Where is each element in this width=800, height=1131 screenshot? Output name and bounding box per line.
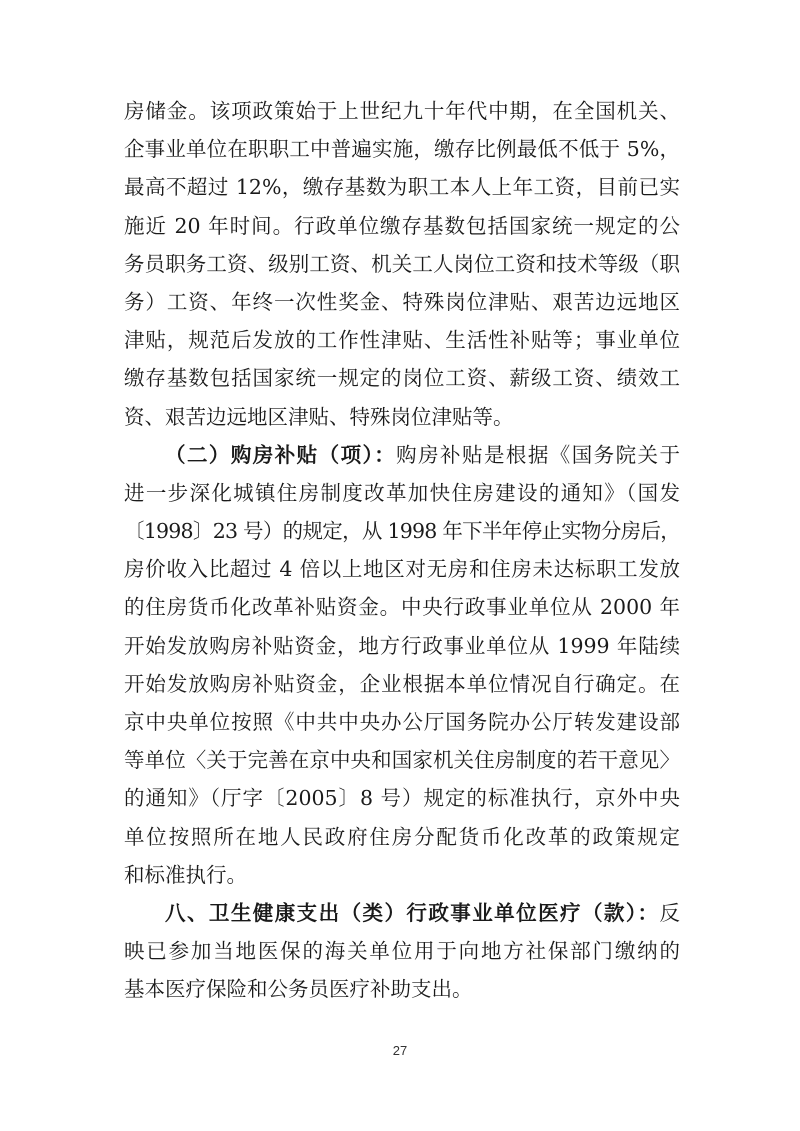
text-line: 开始发放购房补贴资金，企业根据本单位情况自行确定。在	[124, 671, 680, 696]
text-line: 的通知》（厅字〔2005〕8 号）规定的标准执行，京外中央	[124, 786, 680, 811]
text-line: 企事业单位在职职工中普遍实施，缴存比例最低不低于 5%，	[124, 137, 680, 162]
text-line: 务员职务工资、级别工资、机关工人岗位工资和技术等级（职	[124, 251, 680, 276]
text-line: 映已参加当地医保的海关单位用于向地方社保部门缴纳的	[124, 939, 680, 964]
text-line: 务）工资、年终一次性奖金、特殊岗位津贴、艰苦边远地区	[124, 289, 680, 314]
text-line: 津贴，规范后发放的工作性津贴、生活性补贴等；事业单位	[124, 328, 680, 353]
text-line: 房价收入比超过 4 倍以上地区对无房和住房未达标职工发放	[124, 557, 680, 582]
text-line: 和标准执行。	[124, 862, 247, 887]
body-text	[124, 92, 680, 1009]
section-heading: （二）购房补贴（项）：	[165, 442, 397, 467]
section-heading: 八、卫生健康支出（类）行政事业单位医疗（款）：	[165, 900, 660, 925]
text-run: 反	[659, 900, 680, 925]
text-line: 施近 20 年时间。行政单位缴存基数包括国家统一规定的公	[124, 213, 680, 238]
text-line: 最高不超过 12%，缴存基数为职工本人上年工资，目前已实	[124, 175, 680, 200]
text-line	[124, 894, 680, 932]
text-line: 资、艰苦边远地区津贴、特殊岗位津贴等。	[124, 404, 514, 429]
paragraph-housing-subsidy	[124, 436, 680, 894]
text-line: 等单位〈关于完善在京中央和国家机关住房制度的若干意见〉	[124, 748, 680, 773]
text-run: 购房补贴是根据《国务院关于	[396, 442, 681, 467]
text-line: 开始发放购房补贴资金，地方行政事业单位从 1999 年陆续	[124, 633, 680, 658]
text-line: 缴存基数包括国家统一规定的岗位工资、薪级工资、绩效工	[124, 366, 680, 391]
paragraph-housing-fund	[124, 92, 680, 436]
text-line: 单位按照所在地人民政府住房分配货币化改革的政策规定	[124, 824, 680, 849]
text-line: 〔1998〕23 号）的规定，从 1998 年下半年停止实物分房后，	[124, 519, 680, 544]
text-line: 的住房货币化改革补贴资金。中央行政事业单位从 2000 年	[124, 595, 680, 620]
paragraph-health-expenditure	[124, 894, 680, 1009]
text-line: 房储金。该项政策始于上世纪九十年代中期，在全国机关、	[124, 99, 680, 123]
text-line: 进一步深化城镇住房制度改革加快住房建设的通知》（国发	[124, 480, 680, 505]
text-line	[124, 436, 680, 474]
text-line: 基本医疗保险和公务员医疗补助支出。	[124, 977, 473, 1002]
page-number: 27	[392, 1043, 408, 1058]
text-line: 京中央单位按照《中共中央办公厅国务院办公厅转发建设部	[124, 710, 680, 734]
